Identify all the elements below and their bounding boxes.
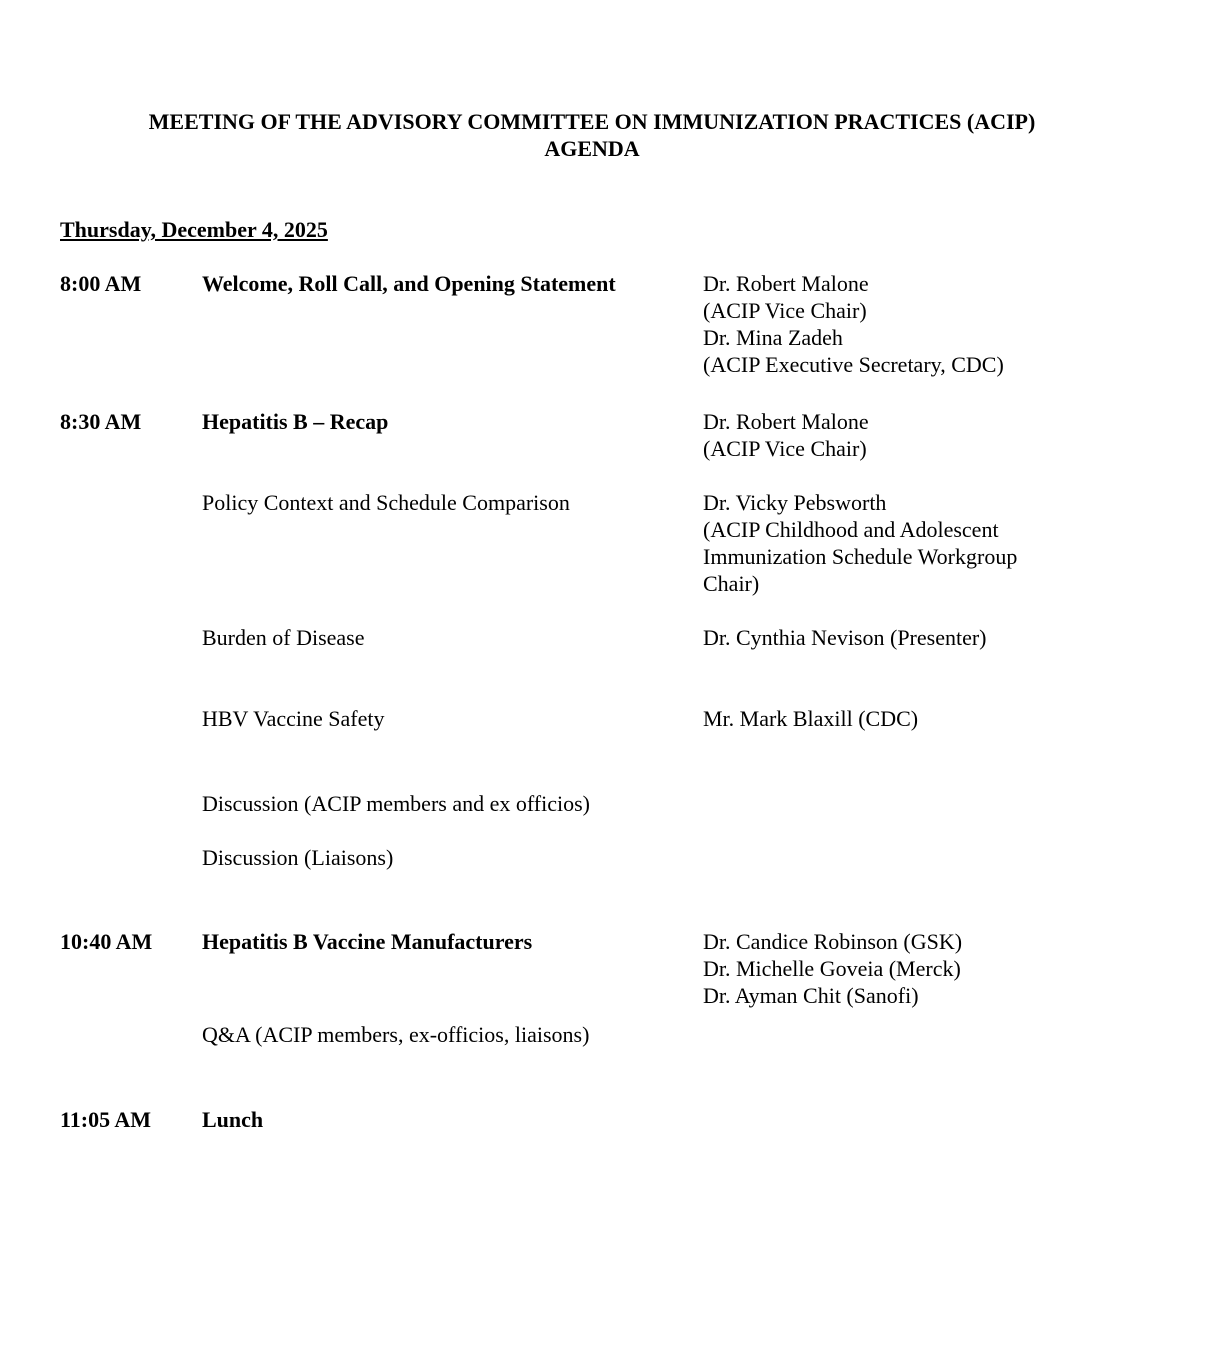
presenter-line: Dr. Cynthia Nevison (Presenter)	[703, 625, 987, 650]
session-topic: Welcome, Roll Call, and Opening Statement	[202, 271, 616, 296]
session-subtopic: Discussion (ACIP members and ex officios)	[202, 791, 590, 816]
document-subtitle: AGENDA	[544, 136, 640, 161]
session-subtopic: Discussion (Liaisons)	[202, 845, 394, 870]
presenter-line: (ACIP Childhood and Adolescent	[703, 517, 999, 542]
session-subtopic: Policy Context and Schedule Comparison	[202, 490, 570, 515]
session-subtopic: Burden of Disease	[202, 625, 365, 650]
session-time: 11:05 AM	[60, 1107, 152, 1132]
presenter-line: Dr. Ayman Chit (Sanofi)	[703, 983, 919, 1008]
session-time: 10:40 AM	[60, 929, 153, 954]
presenter-line: Dr. Vicky Pebsworth	[703, 490, 887, 515]
session-topic: Lunch	[202, 1107, 264, 1132]
presenter-line: Dr. Michelle Goveia (Merck)	[703, 956, 961, 981]
session-subtopic: HBV Vaccine Safety	[202, 706, 385, 731]
presenter-line: (ACIP Vice Chair)	[703, 436, 867, 461]
session-time: 8:00 AM	[60, 271, 142, 296]
session-subtopic: Q&A (ACIP members, ex-officios, liaisons)	[202, 1022, 590, 1047]
meeting-date-heading: Thursday, December 4, 2025	[60, 217, 328, 242]
presenter-line: Immunization Schedule Workgroup	[703, 544, 1018, 569]
presenter-line: (ACIP Executive Secretary, CDC)	[703, 352, 1004, 377]
session-topic: Hepatitis B Vaccine Manufacturers	[202, 929, 533, 954]
document-title: MEETING OF THE ADVISORY COMMITTEE ON IMMUNIZATION PRACTICES (ACIP)	[148, 109, 1036, 134]
session-time: 8:30 AM	[60, 409, 142, 434]
presenter-line: Dr. Robert Malone	[703, 271, 869, 296]
presenter-line: Dr. Mina Zadeh	[703, 325, 843, 350]
presenter-line: Dr. Candice Robinson (GSK)	[703, 929, 963, 954]
session-topic: Hepatitis B – Recap	[202, 409, 389, 434]
presenter-line: Mr. Mark Blaxill (CDC)	[703, 706, 919, 731]
presenter-line: (ACIP Vice Chair)	[703, 298, 867, 323]
presenter-line: Chair)	[703, 571, 760, 596]
presenter-line: Dr. Robert Malone	[703, 409, 869, 434]
